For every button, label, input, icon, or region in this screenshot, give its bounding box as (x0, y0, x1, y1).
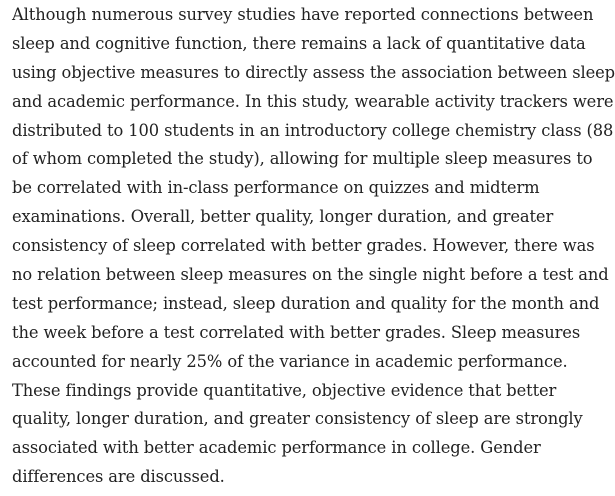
abstract-line: sleep and cognitive function, there remains a lack of quantitative data (12, 33, 586, 53)
abstract-line: and academic performance. In this study, wearable activity trackers were (12, 91, 614, 111)
abstract-line: of whom completed the study), allowing for multiple sleep measures to (12, 149, 593, 169)
abstract-line: associated with better academic performance in college. Gender (12, 438, 541, 458)
abstract-line: consistency of sleep correlated with better grades. However, there was (12, 236, 595, 256)
abstract-line: Although numerous survey studies have reported connections between (12, 5, 594, 24)
abstract-line: distributed to 100 students in an introductory college chemistry class (88 (12, 120, 614, 140)
abstract-line: differences are discussed. (12, 467, 225, 487)
abstract-line: test performance; instead, sleep duration and quality for the month and (12, 293, 600, 313)
abstract-line: no relation between sleep measures on the single night before a test and (12, 265, 609, 285)
abstract-line: examinations. Overall, better quality, longer duration, and greater (12, 207, 554, 227)
abstract-line: using objective measures to directly assess the association between sleep (12, 62, 615, 82)
abstract-line: the week before a test correlated with better grades. Sleep measures (12, 322, 581, 342)
abstract-line: These findings provide quantitative, objective evidence that better (12, 380, 557, 400)
abstract-line: quality, longer duration, and greater consistency of sleep are strongly (12, 409, 583, 429)
abstract-line: be correlated with in-class performance on quizzes and midterm (12, 178, 540, 198)
abstract-line: accounted for nearly 25% of the variance in academic performance. (12, 351, 568, 371)
